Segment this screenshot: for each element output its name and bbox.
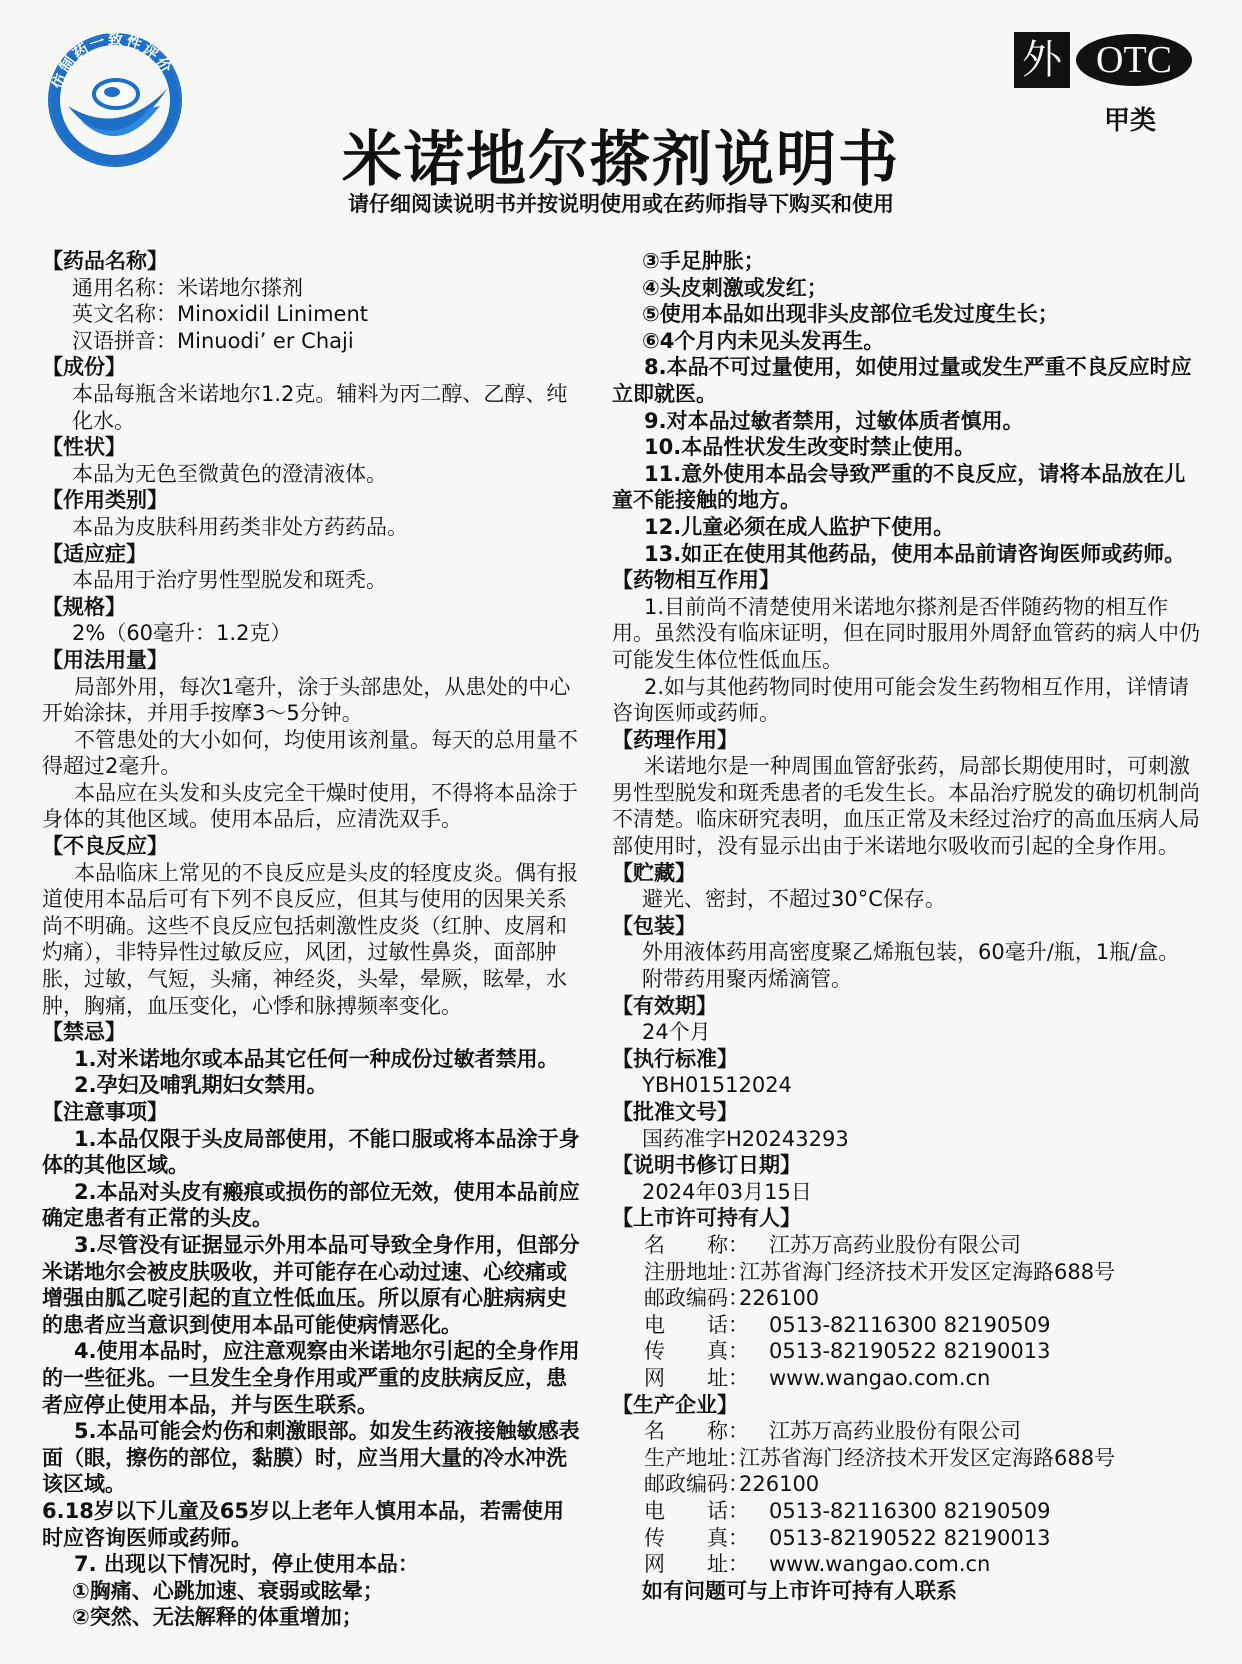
revision-date: 2024年03月15日 [642, 1179, 812, 1204]
validity-text: 24个月 [642, 1020, 711, 1045]
otc-class-label: 甲类 [1104, 106, 1157, 136]
field-label: 生产地址： [644, 1445, 749, 1470]
section-heading: 【性状】 [42, 435, 126, 460]
precaution-item: 9.对本品过敏者禁用，过敏体质者慎用。 [644, 408, 1024, 433]
mfr-address-row [612, 1445, 1202, 1472]
package-text: 附带药用聚丙烯滴管。 [642, 967, 852, 992]
right-column [612, 248, 1202, 1604]
precaution-item: 12.儿童必须在成人监护下使用。 [644, 514, 955, 539]
specification-text: 2%（60毫升：1.2克） [72, 621, 292, 646]
usage-paragraph: 不管患处的大小如何，均使用该剂量。每天的总用量不得超过2毫升。 [42, 727, 578, 779]
field-value: 江苏省海门经济技术开发区定海路688号 [739, 1445, 1116, 1470]
precaution-item: 3.尽管没有证据显示外用本品可导致全身作用，但部分米诺地尔会被皮肤吸收，并可能存在心动过速、心绞痛或增强由胍乙啶引起的直立性低血压。所以原有心脏病病史的患者应当意识到使用本品可能使病情恶化。 [42, 1232, 580, 1337]
contraindication-item: 2.孕妇及哺乳期妇女禁用。 [74, 1073, 328, 1098]
precaution-subitem: ④头皮刺激或发红； [642, 275, 828, 300]
section-heading: 【药物相互作用】 [612, 568, 780, 593]
page-subtitle: 请仔细阅读说明书并按说明使用或在药师指导下购买和使用 [348, 192, 894, 216]
precaution-item: 2.本品对头皮有瘢痕或损伤的部位无效，使用本品前应确定患者有正常的头皮。 [42, 1179, 580, 1231]
field-value: 0513-82116300 82190509 [769, 1312, 1051, 1337]
storage-text: 避光、密封，不超过30°C保存。 [642, 887, 946, 912]
precaution-subitem: ②突然、无法解释的体重增加； [72, 1605, 363, 1630]
generic-name: 通用名称：米诺地尔搽剂 [72, 275, 303, 300]
section-heading: 【批准文号】 [612, 1100, 738, 1124]
adverse-reactions-text: 本品临床上常见的不良反应是头皮的轻度皮炎。偶有报道使用本品后可有下列不良反应，但其与使用的因果关系尚不明确。这些不良反应包括刺激性皮炎（红肿、皮屑和灼痛），非特异性过敏反应，风团，过敏性鼻炎，面部肿胀，过敏，气短，头痛，神经炎，头晕，晕厥，眩晕，水肿，胸痛，血压变化，心悸和脉搏频率变化。 [42, 860, 578, 1018]
precaution-item: 6.18岁以下儿童及65岁以上老年人慎用本品，若需使用时应咨询医师或药师。 [42, 1498, 565, 1550]
section-heading: 【禁忌】 [42, 1020, 126, 1045]
logo-text: 仿制药一致性评价 [48, 30, 176, 92]
contraindication-item: 1.对米诺地尔或本品其它任何一种成份过敏者禁用。 [74, 1046, 559, 1071]
mfr-fax-row [612, 1525, 1202, 1552]
pinyin-name: 汉语拼音：Minuodi’ er Chaji [72, 328, 354, 353]
field-label: 网 址： [644, 1365, 749, 1390]
otc-oval-badge: OTC [1076, 34, 1192, 86]
section-heading: 【作用类别】 [42, 488, 168, 513]
section-heading: 【生产企业】 [612, 1392, 738, 1417]
field-value: 226100 [739, 1286, 820, 1311]
properties-text: 本品为无色至微黄色的澄清液体。 [72, 461, 387, 486]
approval-number: 国药准字H20243293 [642, 1126, 849, 1151]
field-label: 电 话： [644, 1498, 749, 1523]
field-label: 名 称： [644, 1232, 749, 1257]
section-heading: 【有效期】 [612, 993, 717, 1018]
precaution-item: 11.意外使用本品会导致严重的不良反应，请将本品放在儿童不能接触的地方。 [612, 461, 1186, 513]
field-label: 传 真： [644, 1339, 749, 1364]
field-label: 电 话： [644, 1312, 749, 1337]
precaution-subitem: ①胸痛、心跳加速、衰弱或眩晕； [72, 1578, 384, 1603]
mah-phone-row [612, 1312, 1202, 1339]
field-value: 江苏万高药业股份有限公司 [769, 1419, 1021, 1444]
precaution-item: 4.使用本品时，应注意观察由米诺地尔引起的全身作用的一些征兆。一旦发生全身作用或严重的皮肤病反应，患者应停止使用本品，并与医生联系。 [42, 1339, 580, 1417]
field-label: 邮政编码： [644, 1472, 749, 1497]
field-value: 0513-82116300 82190509 [769, 1498, 1051, 1523]
package-text: 外用液体药用高密度聚乙烯瓶包装，60毫升/瓶，1瓶/盒。 [642, 940, 1180, 965]
external-use-badge: 外 [1014, 32, 1070, 88]
mfr-phone-row [612, 1498, 1202, 1525]
section-heading: 【注意事项】 [42, 1100, 168, 1124]
section-heading: 【包装】 [612, 913, 696, 938]
field-value: 226100 [739, 1472, 820, 1497]
section-heading: 【说明书修订日期】 [612, 1153, 801, 1178]
left-column [42, 248, 584, 1631]
mah-name-row [612, 1232, 1202, 1259]
usage-paragraph: 局部外用，每次1毫升，涂于头部患处，从患处的中心开始涂抹，并用手按摩3～5分钟。 [42, 674, 571, 726]
precaution-item: 8.本品不可过量使用，如使用过量或发生严重不良反应时应立即就医。 [612, 355, 1192, 406]
precaution-item: 1.本品仅限于头皮局部使用，不能口服或将本品涂于身体的其他区域。 [42, 1126, 580, 1178]
composition-text: 本品每瓶含米诺地尔1.2克。辅料为丙二醇、乙醇、纯化水。 [72, 381, 568, 433]
field-value: www.wangao.com.cn [769, 1552, 991, 1577]
precaution-item: 7. 出现以下情况时，停止使用本品： [74, 1552, 419, 1577]
category-text: 本品为皮肤科用药类非处方药药品。 [72, 514, 408, 539]
section-heading: 【不良反应】 [42, 834, 168, 859]
section-heading: 【适应症】 [42, 541, 147, 566]
precaution-item: 13.如正在使用其他药品，使用本品前请咨询医师或药师。 [644, 541, 1186, 566]
precaution-item: 10.本品性状发生改变时禁止使用。 [644, 435, 976, 460]
precaution-subitem: ⑤使用本品如出现非头皮部位毛发过度生长； [642, 302, 1059, 327]
mah-address-row [612, 1259, 1202, 1286]
mfr-zip-row [612, 1471, 1202, 1498]
section-heading: 【药理作用】 [612, 727, 738, 752]
mfr-website-row [612, 1551, 1202, 1578]
usage-paragraph: 本品应在头发和头皮完全干燥时使用，不得将本品涂于身体的其他区域。使用本品后，应清洗双手。 [42, 780, 578, 832]
field-label: 网 址： [644, 1552, 749, 1577]
section-heading: 【用法用量】 [42, 647, 168, 672]
field-label: 名 称： [644, 1419, 749, 1444]
section-heading: 【成份】 [42, 355, 126, 380]
field-label: 邮政编码： [644, 1286, 749, 1311]
interaction-paragraph: 1.目前尚不清楚使用米诺地尔搽剂是否伴随药物的相互作用。虽然没有临床证明，但在同时服用外周舒血管药的病人中仍可能发生体位性低血压。 [612, 594, 1200, 672]
precaution-subitem: ⑥4个月内未见头发再生。 [642, 328, 885, 353]
mah-zip-row [612, 1285, 1202, 1312]
contact-note: 如有问题可与上市许可持有人联系 [642, 1578, 957, 1603]
english-name: 英文名称：Minoxidil Liniment [72, 302, 368, 327]
mfr-name-row [612, 1418, 1202, 1445]
field-value: 江苏省海门经济技术开发区定海路688号 [739, 1259, 1116, 1284]
precaution-item: 5.本品可能会灼伤和刺激眼部。如发生药液接触敏感表面（眼，擦伤的部位，黏膜）时，应当用大量的冷水冲洗该区域。 [42, 1419, 580, 1497]
indication-text: 本品用于治疗男性型脱发和斑秃。 [72, 568, 387, 593]
section-heading: 【上市许可持有人】 [612, 1206, 801, 1231]
field-label: 注册地址： [644, 1259, 749, 1284]
section-heading: 【贮藏】 [612, 860, 696, 885]
field-value: 0513-82190522 82190013 [769, 1339, 1051, 1364]
section-heading: 【规格】 [42, 594, 126, 619]
otc-badge [1014, 32, 1194, 88]
standard-text: YBH01512024 [642, 1073, 792, 1098]
section-heading: 【药品名称】 [42, 249, 168, 273]
field-value: 江苏万高药业股份有限公司 [769, 1232, 1021, 1257]
mah-website-row [612, 1365, 1202, 1392]
precaution-subitem: ③手足肿胀； [642, 249, 765, 273]
field-label: 传 真： [644, 1525, 749, 1550]
field-value: www.wangao.com.cn [769, 1365, 991, 1390]
pharmacology-text: 米诺地尔是一种周围血管舒张药，局部长期使用时，可刺激男性型脱发和斑秃患者的毛发生长。本品治疗脱发的确切机制尚不清楚。临床研究表明，血压正常及未经过治疗的高血压病人局部使用时，没有显示出由于米诺地尔吸收而引起的全身作用。 [612, 754, 1200, 859]
interaction-paragraph: 2.如与其他药物同时使用可能会发生药物相互作用，详情请咨询医师或药师。 [612, 674, 1190, 726]
mah-fax-row [612, 1338, 1202, 1365]
section-heading: 【执行标准】 [612, 1046, 738, 1071]
field-value: 0513-82190522 82190013 [769, 1525, 1051, 1550]
page-title: 米诺地尔搽剂说明书 [342, 125, 900, 195]
